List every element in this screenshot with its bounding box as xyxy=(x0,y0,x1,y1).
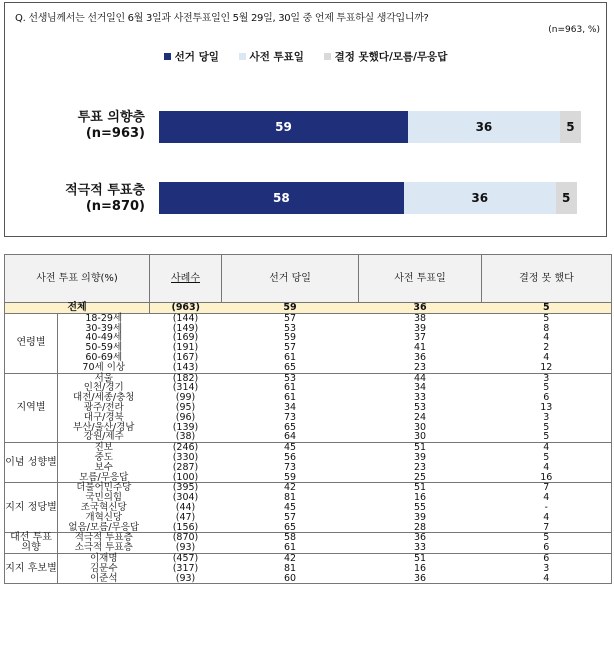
row-early: 41 xyxy=(413,342,427,354)
row-label: 30-39세 xyxy=(85,322,123,334)
row-label: 적극적 투표층 xyxy=(58,533,150,543)
row-n: (95) xyxy=(175,401,196,413)
table-row xyxy=(5,543,612,553)
table-body xyxy=(5,303,612,584)
row-early: 51 xyxy=(359,553,482,563)
row-election-day: 58 xyxy=(222,533,359,543)
row-n: (317) xyxy=(172,562,199,574)
row-label: 18-29세 xyxy=(58,313,150,323)
row-election-day: 73 xyxy=(283,461,297,473)
row-label: 강원/제주 xyxy=(83,431,124,443)
row-election-day: 60 xyxy=(222,574,359,584)
row-election-day: 81 xyxy=(283,562,297,574)
row-n: (182) xyxy=(150,373,222,383)
bar-value-label: 58 xyxy=(273,191,290,205)
row-early: 28 xyxy=(413,521,427,533)
row-early: 37 xyxy=(413,332,427,344)
chart-panel xyxy=(4,2,607,237)
question-text: Q. 선생님께서는 선거일인 6월 3일과 사전투표일인 5월 29일, 30일 중 언제 투표하실 생각입니까? xyxy=(15,13,429,24)
row-early: 51 xyxy=(359,483,482,493)
row-label: 40-49세 xyxy=(85,332,123,344)
row-label: 진보 xyxy=(58,443,150,453)
row-n: (167) xyxy=(172,351,199,363)
row-n: (93) xyxy=(150,574,222,584)
group-label: 지지 정당별 xyxy=(5,483,58,533)
row-label: 김문수 xyxy=(89,562,118,574)
row-early: 39 xyxy=(413,451,427,463)
row-undecided: 4 xyxy=(482,513,612,523)
row-undecided: 12 xyxy=(482,363,612,373)
row-early: 55 xyxy=(413,501,427,513)
total-early: 36 xyxy=(359,303,482,314)
row-election-day: 34 xyxy=(283,401,297,413)
row-election-day: 59 xyxy=(283,471,297,483)
row-election-day: 65 xyxy=(283,521,297,533)
total-label: 전체 xyxy=(5,303,150,314)
row-label: 조국혁신당 xyxy=(80,501,127,513)
row-n: (246) xyxy=(150,443,222,453)
legend-label-early-voting: 사전 투표일 xyxy=(249,51,304,63)
row-early: 23 xyxy=(413,461,427,473)
row-election-day: 65 xyxy=(283,361,297,373)
row-label: 서울 xyxy=(58,373,150,383)
row-undecided: 7 xyxy=(482,483,612,493)
row-label: 개혁신당 xyxy=(85,511,123,523)
bar-undecided-0 xyxy=(560,111,581,143)
legend-swatch-election-day xyxy=(164,53,171,60)
row-n: (96) xyxy=(175,411,196,423)
row-label: 50-59세 xyxy=(85,342,123,354)
row-label: 국민의힘 xyxy=(85,492,123,504)
row-early: 34 xyxy=(413,382,427,394)
row-early: 23 xyxy=(413,361,427,373)
row-early: 33 xyxy=(413,392,427,404)
bar-undecided-1 xyxy=(556,182,577,214)
row-undecided: 5 xyxy=(482,383,612,393)
row-election-day: 57 xyxy=(283,511,297,523)
row-n: (304) xyxy=(172,492,199,504)
group-label: 대선 투표 의향 xyxy=(5,533,58,554)
row-election-day: 61 xyxy=(283,542,297,554)
group-label: 지역별 xyxy=(5,373,58,443)
bar-value-label: 36 xyxy=(471,191,489,205)
total-election-day: 59 xyxy=(222,303,359,314)
row-election-day: 73 xyxy=(283,411,297,423)
row-undecided: 5 xyxy=(482,423,612,433)
row-undecided: 2 xyxy=(482,343,612,353)
row-early: 33 xyxy=(413,542,427,554)
header-question: 사전 투표 의향(%) xyxy=(5,255,150,303)
row-undecided: 4 xyxy=(482,574,612,584)
row-label: 중도 xyxy=(94,451,113,463)
row-label: 대구/경북 xyxy=(83,411,124,423)
row-election-day: 45 xyxy=(222,443,359,453)
row-label: 보수 xyxy=(94,461,113,473)
row-n: (191) xyxy=(172,342,199,354)
row-undecided: 8 xyxy=(482,324,612,334)
row-n: (139) xyxy=(172,421,199,433)
row-early: 36 xyxy=(413,351,427,363)
category-name-intend: 투표 의향층 xyxy=(77,110,145,125)
row-election-day: 81 xyxy=(283,492,297,504)
row-n: (38) xyxy=(175,431,196,443)
legend-item-undecided xyxy=(324,49,448,64)
bar-value-label: 59 xyxy=(275,120,292,134)
row-undecided: 5 xyxy=(482,533,612,543)
table-row xyxy=(5,363,612,373)
row-undecided: 6 xyxy=(482,543,612,553)
row-undecided: 4 xyxy=(482,493,612,503)
legend-swatch-early-voting xyxy=(239,53,246,60)
row-early: 24 xyxy=(413,411,427,423)
bar-value-label: 5 xyxy=(562,191,571,205)
row-n: (870) xyxy=(150,533,222,543)
category-label-intend xyxy=(45,110,145,142)
header-early: 사전 투표일 xyxy=(359,255,482,303)
row-label: 대전/세종/충청 xyxy=(73,392,135,404)
row-n: (314) xyxy=(172,382,199,394)
header-sample: 사례수 xyxy=(150,255,222,303)
row-undecided: 5 xyxy=(482,432,612,442)
table-row xyxy=(5,574,612,584)
row-election-day: 61 xyxy=(283,382,297,394)
group-label: 지지 후보별 xyxy=(5,553,58,583)
row-undecided: 5 xyxy=(482,313,612,323)
row-label: 부산/울산/경남 xyxy=(73,421,135,433)
row-election-day: 57 xyxy=(222,313,359,323)
row-n: (149) xyxy=(172,322,199,334)
row-n: (100) xyxy=(172,471,199,483)
legend-label-election-day: 선거 당일 xyxy=(174,51,219,63)
bar-election-day-0 xyxy=(159,111,408,143)
bar-election-day-1 xyxy=(159,182,404,214)
row-early: 16 xyxy=(413,562,427,574)
category-n-active: (n=870) xyxy=(85,199,145,214)
row-n: (169) xyxy=(172,332,199,344)
row-label: 없음/모름/무응답 xyxy=(68,521,140,533)
group-label: 연령별 xyxy=(5,313,58,373)
row-early: 30 xyxy=(413,431,427,443)
legend-item-election-day xyxy=(164,49,219,64)
row-label: 70세 이상 xyxy=(82,361,126,373)
row-undecided: 3 xyxy=(482,373,612,383)
row-undecided: 3 xyxy=(482,564,612,574)
row-election-day: 57 xyxy=(283,342,297,354)
row-early: 36 xyxy=(359,574,482,584)
row-election-day: 59 xyxy=(283,332,297,344)
row-n: (143) xyxy=(172,361,199,373)
row-n: (47) xyxy=(175,511,196,523)
header-undecided: 결정 못 했다 xyxy=(482,255,612,303)
table-header-row xyxy=(5,255,612,303)
row-election-day: 53 xyxy=(222,373,359,383)
row-early: 51 xyxy=(359,443,482,453)
row-undecided: 16 xyxy=(482,473,612,483)
table-row-total xyxy=(5,303,612,314)
row-n: (457) xyxy=(150,553,222,563)
row-n: (44) xyxy=(175,501,196,513)
row-early: 25 xyxy=(413,471,427,483)
row-n: (287) xyxy=(172,461,199,473)
row-undecided: 3 xyxy=(482,413,612,423)
row-n: (156) xyxy=(172,521,199,533)
total-n: (963) xyxy=(150,303,222,314)
row-undecided: 4 xyxy=(482,333,612,343)
legend-item-early-voting xyxy=(239,49,304,64)
row-label: 광주/전라 xyxy=(83,401,124,413)
row-label: 60-69세 xyxy=(85,351,123,363)
group-label: 이념 성향별 xyxy=(5,443,58,483)
row-election-day: 56 xyxy=(283,451,297,463)
category-n-intend: (n=963) xyxy=(85,126,145,141)
row-election-day: 65 xyxy=(283,421,297,433)
row-undecided: 6 xyxy=(482,393,612,403)
row-undecided: 7 xyxy=(482,523,612,533)
row-election-day: 64 xyxy=(283,431,297,443)
row-early: 53 xyxy=(413,401,427,413)
row-undecided: 6 xyxy=(482,553,612,563)
row-election-day: 42 xyxy=(222,553,359,563)
bar-early-voting-0 xyxy=(408,111,560,143)
row-n: (144) xyxy=(150,313,222,323)
bar-value-label: 36 xyxy=(475,120,493,134)
sample-note: (n=963, %) xyxy=(548,25,600,35)
row-election-day: 61 xyxy=(283,351,297,363)
row-election-day: 61 xyxy=(283,392,297,404)
row-label: 이재명 xyxy=(58,553,150,563)
row-election-day: 45 xyxy=(283,501,297,513)
category-label-active xyxy=(45,183,145,215)
row-n: (99) xyxy=(175,392,196,404)
row-label: 소극적 투표층 xyxy=(74,542,133,554)
row-early: 39 xyxy=(413,322,427,334)
chart-legend xyxy=(5,49,606,64)
header-election-day: 선거 당일 xyxy=(222,255,359,303)
row-label: 인천/경기 xyxy=(83,382,124,394)
row-early: 38 xyxy=(359,313,482,323)
row-n: (330) xyxy=(172,451,199,463)
row-early: 39 xyxy=(413,511,427,523)
row-early: 36 xyxy=(359,533,482,543)
crosstab-table xyxy=(4,254,612,584)
row-early: 44 xyxy=(359,373,482,383)
row-n: (93) xyxy=(175,542,196,554)
row-undecided: 5 xyxy=(482,453,612,463)
total-undecided: 5 xyxy=(482,303,612,314)
row-undecided: 13 xyxy=(482,403,612,413)
row-undecided: - xyxy=(482,503,612,513)
row-label: 모름/무응답 xyxy=(79,471,129,483)
bar-early-voting-1 xyxy=(404,182,556,214)
row-election-day: 42 xyxy=(222,483,359,493)
row-election-day: 53 xyxy=(283,322,297,334)
row-label: 이준석 xyxy=(58,574,150,584)
row-early: 30 xyxy=(413,421,427,433)
legend-label-undecided: 결정 못했다/모름/무응답 xyxy=(334,51,448,63)
row-early: 16 xyxy=(413,492,427,504)
row-undecided: 4 xyxy=(482,443,612,453)
row-n: (395) xyxy=(150,483,222,493)
bar-value-label: 5 xyxy=(566,120,575,134)
legend-swatch-undecided xyxy=(324,53,331,60)
row-undecided: 4 xyxy=(482,463,612,473)
row-label: 더불어민주당 xyxy=(58,483,150,493)
row-undecided: 4 xyxy=(482,353,612,363)
category-name-active: 적극적 투표층 xyxy=(65,183,145,198)
